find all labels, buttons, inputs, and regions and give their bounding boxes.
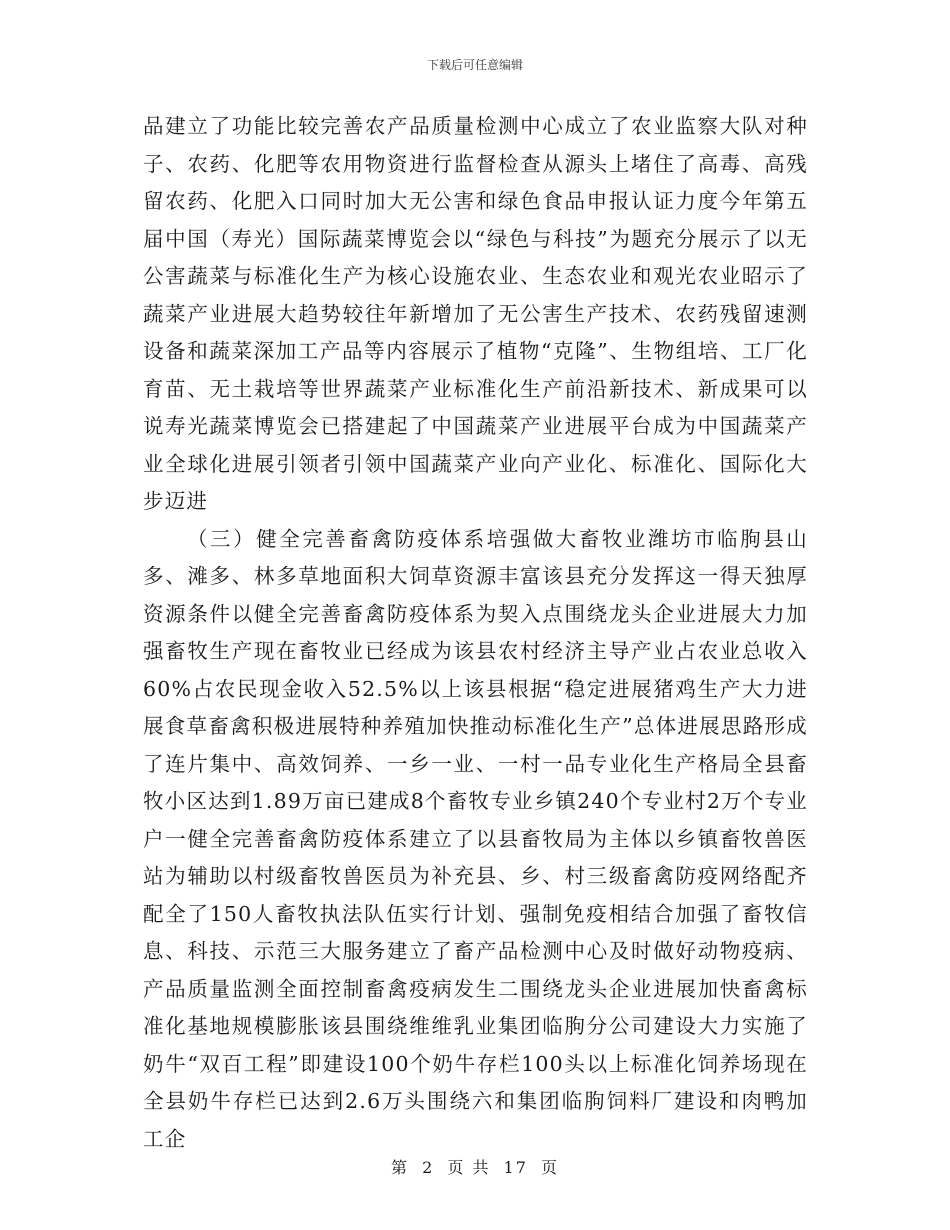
footer-current-page: 2 (422, 1158, 435, 1177)
footer-prefix: 第 (390, 1158, 409, 1177)
footer-middle: 页 共 (447, 1158, 491, 1177)
footer-suffix: 页 (541, 1158, 560, 1177)
paragraph-continuation: 品建立了功能比较完善农产品质量检测中心成立了农业监察大队对种子、农药、化肥等农用物资进行监督检查从源头上堵住了高毒、高残留农药、化肥入口同时加大无公害和绿色食品申报认证力度今年第五届中国（寿光）国际蔬菜博览会以“绿色与科技”为题充分展示了以无公害蔬菜与标准化生产为核心设施农业、生态农业和观光农业昭示了蔬菜产业进展大趋势较往年新增加了无公害生产技术、农药残留速测设备和蔬菜深加工产品等内容展示了植物“克隆”、生物组培、工厂化育苗、无土栽培等世界蔬菜产业标准化生产前沿新技术、新成果可以说寿光蔬菜博览会已搭建起了中国蔬菜产业进展平台成为中国蔬菜产业全球化进展引领者引领中国蔬菜产业向产业化、标准化、国际化大步迈进 (143, 114, 808, 513)
document-body (143, 108, 808, 1158)
footer-total-pages: 17 (503, 1158, 528, 1177)
page-footer (0, 1155, 950, 1178)
paragraph-section-three: （三）健全完善畜禽防疫体系培强做大畜牧业潍坊市临朐县山多、滩多、林多草地面积大饲草资源丰富该县充分发挥这一得天独厚资源条件以健全完善畜禽防疫体系为契入点围绕龙头企业进展大力加强畜牧生产现在畜牧业已经成为该县农村经济主导产业占农业总收入60%占农民现金收入52.5%以上该县根据“稳定进展猪鸡生产大力进展食草畜禽积极进展特种养殖加快推动标准化生产”总体进展思路形成了连片集中、高效饲养、一乡一业、一村一品专业化生产格局全县畜牧小区达到1.89万亩已建成8个畜牧专业乡镇240个专业村2万个专业户一健全完善畜禽防疫体系建立了以县畜牧局为主体以乡镇畜牧兽医站为辅助以村级畜牧兽医员为补充县、乡、村三级畜禽防疫网络配齐配全了150人畜牧执法队伍实行计划、强制免疫相结合加强了畜牧信息、科技、示范三大服务建立了畜产品检测中心及时做好动物疫病、产品质量监测全面控制畜禽疫病发生二围绕龙头企业进展加快畜禽标准化基地规模膨胀该县围绕维维乳业集团临朐分公司建设大力实施了奶牛“双百工程”即建设100个奶牛存栏100头以上标准化饲养场现在全县奶牛存栏已达到2.6万头围绕六和集团临朐饲料厂建设和肉鸭加工企 (143, 526, 808, 1151)
page-header: 下载后可任意编辑 (426, 58, 523, 72)
